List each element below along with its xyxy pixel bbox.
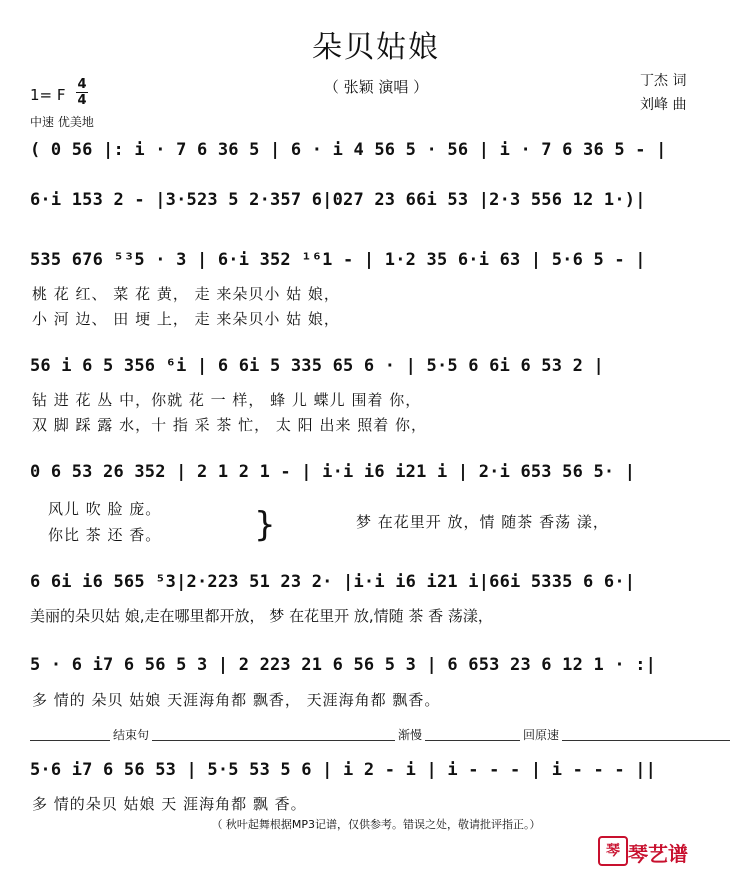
notation-row-1: ( 0 56 |: i · 7 6 36 5 | 6 · i 4 56 5 · 56 | i · 7 6 36 5 - | [30,140,667,160]
time-signature [76,78,88,107]
lyrics-row-5-refrain: 梦 在花里开 放，情 随茶 香荡 漾， [356,513,609,531]
verse-brace: } [254,505,276,545]
notation-row-4: 56 i 6 5 356 ⁶i | 6 6i 5 335 65 6 · | 5·5 6 6i 6 53 2 | [30,356,604,376]
time-numerator: 4 [77,77,87,92]
lyricist-credit: 丁杰 词 [640,73,687,89]
notation-row-3: 535 676 ⁵³5 · 3 | 6·i 352 ¹⁶1 - | 1·2 35 6·i 63 | 5·6 5 - | [30,250,646,270]
composer-credit: 刘峰 曲 [640,97,687,113]
site-logo[interactable]: 琴艺谱 [628,842,688,866]
singer-credit: （ 张颖 演唱 ） [323,78,429,96]
notation-row-7: 5 · 6 i7 6 56 5 3 | 2 223 21 6 56 5 3 | 6 653 23 6 12 1 · :| [30,655,657,675]
lyrics-row-6: 美丽的朵贝姑 娘,走在哪里都开放， 梦 在花里开 放,情随 茶 香 荡漾， [30,607,493,625]
notation-row-8: 5·6 i7 6 56 53 | 5·5 53 5 6 | i 2 - i | i - - - | i - - - || [30,760,657,780]
a-tempo-label: 回原速 [520,726,562,743]
notation-row-2: 6·i 153 2 - |3·523 5 2·357 6|027 23 66i 53 |2·3 556 12 1·)| [30,190,646,210]
time-denominator: 4 [77,93,87,108]
lyrics-row-7: 多 情的 朵贝 姑娘 天涯海角都 飘香， 天涯海角都 飘香。 [32,691,441,709]
lyrics-row-4-verse-2: 双 脚 踩 露 水，十 指 采 茶 忙， 太 阳 出来 照着 你， [32,416,427,434]
lyrics-row-4-verse-1: 钻 进 花 丛 中，你就 花 一 样， 蜂 儿 蝶儿 围着 你， [32,391,422,409]
lyrics-row-8: 多 情的朵贝 姑娘 天 涯海角都 飘 香。 [32,795,307,813]
notation-row-6: 6 6i i6 565 ⁵3|2·223 51 23 2· |i·i i6 i21 i|66i 5335 6 6·| [30,572,636,592]
lyrics-row-5-verse-1: 风儿 吹 脸 庞。 [48,500,162,518]
ritardando-label: 渐慢 [395,726,425,743]
footer-note: （ 秋叶起舞根据MP3记谱，仅供参考。错误之处，敬请批评指正。） [211,818,541,831]
ending-label: 结束句 [110,726,152,743]
key-signature: 1= F [30,86,66,104]
lyrics-row-3-verse-1: 桃 花 红、 菜 花 黄， 走 来朵贝小 姑 娘， [32,285,340,303]
tempo-marking: 中速 优美地 [30,115,94,129]
lyrics-row-3-verse-2: 小 河 边、 田 埂 上， 走 来朵贝小 姑 娘， [32,310,340,328]
site-logo-icon: 琴 [598,836,628,866]
notation-row-5: 0 6 53 26 352 | 2 1 2 1 - | i·i i6 i21 i | 2·i 653 56 5· | [30,462,636,482]
page-title: 朵贝姑娘 [312,30,440,65]
lyrics-row-5-verse-2: 你比 茶 还 香。 [48,526,162,544]
